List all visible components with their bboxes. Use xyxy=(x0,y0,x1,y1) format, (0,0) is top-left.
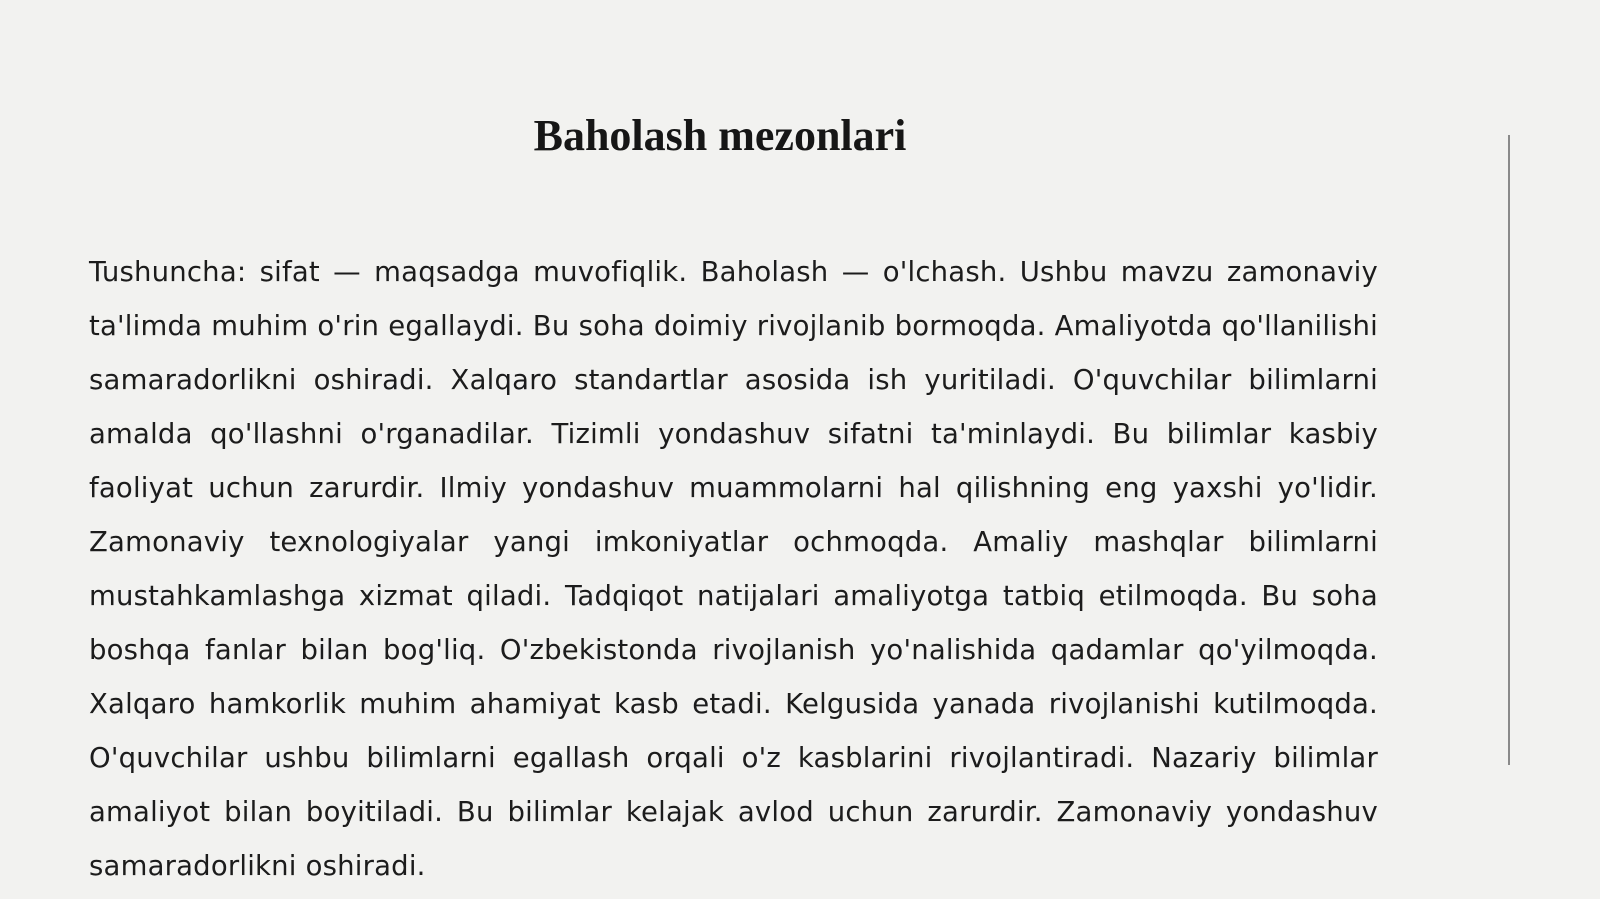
vertical-divider xyxy=(1508,135,1510,765)
slide-body-text: Tushuncha: sifat — maqsadga muvofiqlik. Baholash — o'lchash. Ushbu mavzu zamonaviy ta'limda muhim o'rin egallaydi. Bu soha doimiy rivojlanib bormoqda. Amaliyotda qo'llanilishi samaradorlikni oshiradi. Xalqaro standartlar asosida ish yuritiladi. O'quvchilar bilimlarni amalda qo'llashni o'rganadilar. Tizimli yondashuv sifatni ta'minlaydi. Bu bilimlar kasbiy faoliyat uchun zarurdir. Ilmiy yondashuv muammolarni hal qilishning eng yaxshi yo'lidir. Zamonaviy texnologiyalar yangi imkoniyatlar ochmoqda. Amaliy mashqlar bilimlarni mustahkamlashga xizmat qiladi. Tadqiqot natijalari amaliyotga tatbiq etilmoqda. Bu soha boshqa fanlar bilan bog'liq. O'zbekistonda rivojlanish yo'nalishida qadamlar qo'yilmoqda. Xalqaro hamkorlik muhim ahamiyat kasb etadi. Kelgusida yanada rivojlanishi kutilmoqda. O'quvchilar ushbu bilimlarni egallash orqali o'z kasblarini rivojlantiradi. Nazariy bilimlar amaliyot bilan boyitiladi. Bu bilimlar kelajak avlod uchun zarurdir. Zamonaviy yondashuv samaradorlikni oshiradi. xyxy=(89,256,1378,882)
slide-title: Baholash mezonlari xyxy=(533,111,907,160)
